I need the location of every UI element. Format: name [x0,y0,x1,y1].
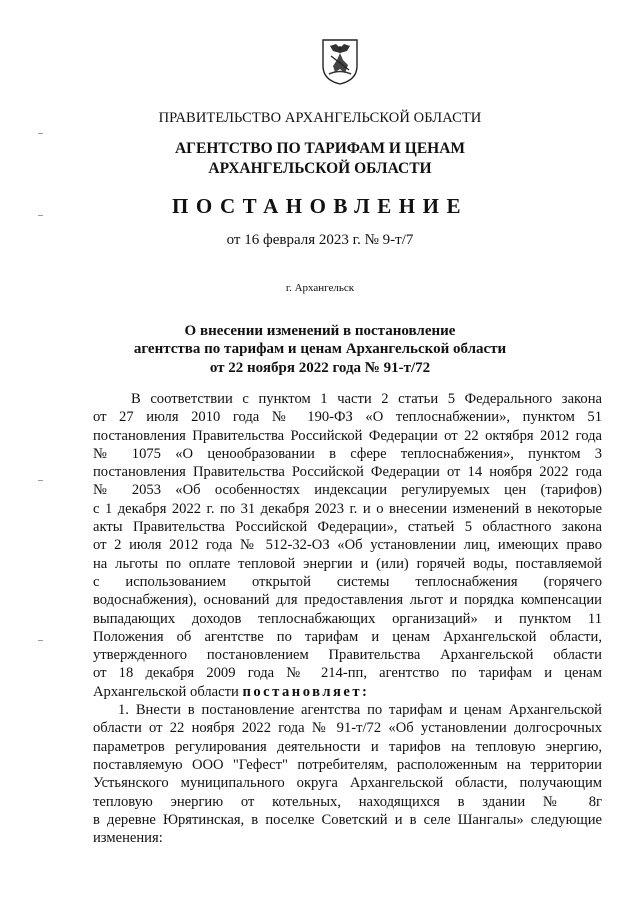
body-line: с использованием открытой системы теплоснабжения (горячего [93,573,602,590]
item1-line: тепловую энергию от котельных, находящихся в здании № 8г [93,793,602,810]
document-body [93,390,602,847]
subject-line3: от 22 ноября 2022 года № 91-т/72 [209,359,431,376]
body-line: Положения об агентстве по тарифам и ценам Архангельской области, [93,628,602,645]
body-line: Архангельской области [93,683,239,700]
agency-name-line2: АРХАНГЕЛЬСКОЙ ОБЛАСТИ [208,160,432,177]
document-type-title: ПОСТАНОВЛЕНИЕ [172,194,468,218]
body-line: постановления Правительства Российской Федерации от 14 ноября 2022 года [93,464,602,481]
body-line: на льготы по оплате тепловой энергии и (или) горячей воды, поставляемой [93,555,602,572]
document-date-number: от 16 февраля 2023 г. № 9-т/7 [226,232,414,248]
body-line-resolution [93,683,602,701]
body-line: постановления Правительства Российской Федерации от 22 октября 2012 года [93,427,602,444]
body-line: от 27 июля 2010 года № 190-ФЗ «О теплоснабжении», пунктом 51 [93,409,602,426]
document-city: г. Архангельск [285,282,355,294]
margin-mark [38,480,43,481]
item1-line: в деревне Юрятинская, в поселке Советский и в селе Шангалы» следующие [93,811,602,828]
item1-line: Устьянского муниципального округа Архангельской области, получающим [93,775,602,792]
item1-line: параметров регулирования деятельности и тарифов на тепловую энергию, [93,738,602,755]
body-line: с 1 декабря 2022 г. по 31 декабря 2023 г. и о внесении изменений в некоторые [93,500,602,517]
body-line: утвержденного постановлением Правительства Архангельской области [93,647,602,664]
body-line: № 2053 «Об особенностях индексации регулируемых цен (тарифов) [93,482,602,499]
item1-line: области от 22 ноября 2022 года № 91-т/72 «Об установлении долгосрочных [93,720,602,737]
government-name: ПРАВИТЕЛЬСТВО АРХАНГЕЛЬСКОЙ ОБЛАСТИ [158,110,482,126]
agency-name [0,139,640,179]
body-line: от 18 декабря 2009 года № 214-пп, агентство по тарифам и ценам [93,665,602,682]
body-line: от 2 июля 2012 года № 512-32-ОЗ «Об установлении лиц, имеющих право [93,537,602,554]
margin-mark [38,640,43,641]
subject-line2: агентства по тарифам и ценам Архангельской области [133,341,507,358]
margin-mark [38,133,43,134]
item1-line: поставляемую ООО "Гефест" потребителям, расположенным на территории [93,756,602,773]
body-line: выпадающих доходов теплоснабжающих организаций» и пунктом 11 [93,610,602,627]
body-line: водоснабжения), оснований для предоставления льгот и порядка компенсации [93,592,602,609]
coat-of-arms-icon [319,36,361,86]
agency-name-line1: АГЕНТСТВО ПО ТАРИФАМ И ЦЕНАМ [174,140,466,157]
subject-line1: О внесении изменений в постановление [184,323,456,339]
item1-line: изменения: [93,830,163,847]
body-line: № 1075 «О ценообразовании в сфере теплоснабжения», пунктом 3 [93,445,602,462]
document-subject [0,322,640,377]
body-line: В соответствии с пунктом 1 части 2 статьи 5 Федерального закона [131,391,602,407]
item1-line: 1. Внести в постановление агентства по тарифам и ценам Архангельской [118,702,602,719]
resolves-keyword: постановляет: [242,683,370,700]
body-line: акты Правительства Российской Федерации», статьей 5 областного закона [93,519,602,536]
